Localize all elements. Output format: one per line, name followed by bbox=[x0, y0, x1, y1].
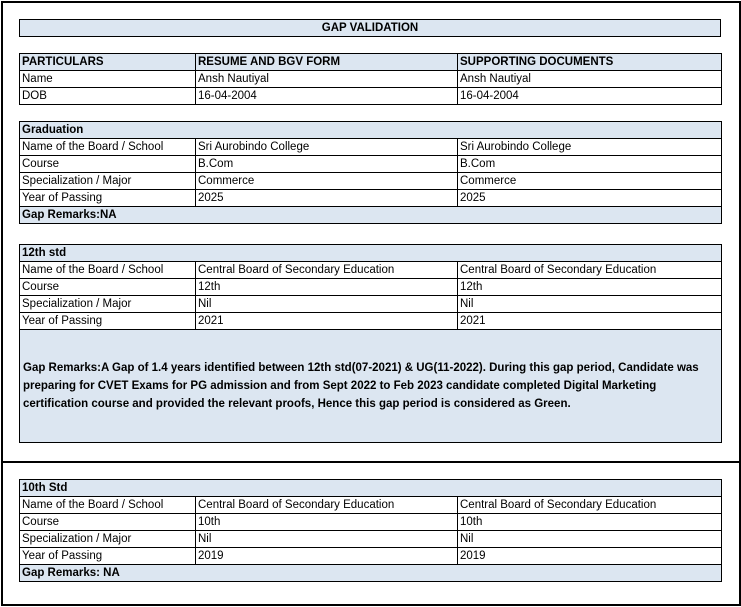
docs-value: 12th bbox=[458, 279, 722, 296]
row-label: Specialization / Major bbox=[20, 296, 196, 313]
row-label: Course bbox=[20, 514, 196, 531]
docs-value: 2021 bbox=[458, 313, 722, 330]
resume-value: Sri Aurobindo College bbox=[196, 139, 458, 156]
resume-value: 2019 bbox=[196, 548, 458, 565]
docs-value: Nil bbox=[458, 296, 722, 313]
docs-value: 10th bbox=[458, 514, 722, 531]
gap-remarks: Gap Remarks: NA bbox=[20, 565, 722, 582]
table-row bbox=[20, 296, 722, 313]
section-heading: Graduation bbox=[20, 122, 722, 139]
graduation-table bbox=[19, 121, 722, 224]
resume-value: Central Board of Secondary Education bbox=[196, 262, 458, 279]
resume-value: Ansh Nautiyal bbox=[196, 71, 458, 88]
resume-value: 10th bbox=[196, 514, 458, 531]
resume-value: Commerce bbox=[196, 173, 458, 190]
header-resume: RESUME AND BGV FORM bbox=[196, 54, 458, 71]
row-label: Name bbox=[20, 71, 196, 88]
table-row bbox=[20, 139, 722, 156]
row-label: Course bbox=[20, 279, 196, 296]
row-label: Name of the Board / School bbox=[20, 497, 196, 514]
docs-value: Commerce bbox=[458, 173, 722, 190]
docs-value: 16-04-2004 bbox=[458, 88, 722, 105]
table-row bbox=[20, 548, 722, 565]
gap-remarks: Gap Remarks:NA bbox=[20, 207, 722, 224]
row-label: DOB bbox=[20, 88, 196, 105]
docs-value: Central Board of Secondary Education bbox=[458, 497, 722, 514]
resume-value: Nil bbox=[196, 296, 458, 313]
table-row bbox=[20, 156, 722, 173]
docs-value: 2025 bbox=[458, 190, 722, 207]
table-row bbox=[20, 497, 722, 514]
section-heading: 12th std bbox=[20, 245, 722, 262]
docs-value: 2019 bbox=[458, 548, 722, 565]
table-row bbox=[20, 88, 722, 105]
table-row bbox=[20, 313, 722, 330]
table-row bbox=[20, 279, 722, 296]
header-particulars: PARTICULARS bbox=[20, 54, 196, 71]
table-row bbox=[20, 531, 722, 548]
row-label: Year of Passing bbox=[20, 548, 196, 565]
resume-value: Nil bbox=[196, 531, 458, 548]
row-label: Year of Passing bbox=[20, 190, 196, 207]
header-row bbox=[20, 54, 722, 71]
twelfth-table bbox=[19, 244, 722, 443]
resume-value: 2021 bbox=[196, 313, 458, 330]
docs-value: Nil bbox=[458, 531, 722, 548]
row-label: Year of Passing bbox=[20, 313, 196, 330]
table-row bbox=[20, 514, 722, 531]
docs-value: Ansh Nautiyal bbox=[458, 71, 722, 88]
resume-value: 16-04-2004 bbox=[196, 88, 458, 105]
table-row bbox=[20, 262, 722, 279]
table-row bbox=[20, 190, 722, 207]
docs-value: Sri Aurobindo College bbox=[458, 139, 722, 156]
section-heading: 10th Std bbox=[20, 480, 722, 497]
resume-value: 2025 bbox=[196, 190, 458, 207]
table-row bbox=[20, 173, 722, 190]
row-label: Name of the Board / School bbox=[20, 262, 196, 279]
row-label: Name of the Board / School bbox=[20, 139, 196, 156]
resume-value: Central Board of Secondary Education bbox=[196, 497, 458, 514]
resume-value: B.Com bbox=[196, 156, 458, 173]
table-row bbox=[20, 71, 722, 88]
page-title: GAP VALIDATION bbox=[19, 19, 721, 37]
gap-remarks: Gap Remarks:A Gap of 1.4 years identified between 12th std(07-2021) & UG(11-2022). During this gap period, Candidate was preparing for CVET Exams for PG admission and from Sept 2022 to Feb 2023 candidate completed Digital Marketing certification course and provided the relevant proofs, Hence this gap period is considered as Green. bbox=[20, 330, 722, 443]
basic-info-table bbox=[19, 53, 722, 105]
row-label: Specialization / Major bbox=[20, 173, 196, 190]
row-label: Course bbox=[20, 156, 196, 173]
docs-value: B.Com bbox=[458, 156, 722, 173]
docs-value: Central Board of Secondary Education bbox=[458, 262, 722, 279]
row-label: Specialization / Major bbox=[20, 531, 196, 548]
tenth-table bbox=[19, 479, 722, 582]
resume-value: 12th bbox=[196, 279, 458, 296]
header-documents: SUPPORTING DOCUMENTS bbox=[458, 54, 722, 71]
